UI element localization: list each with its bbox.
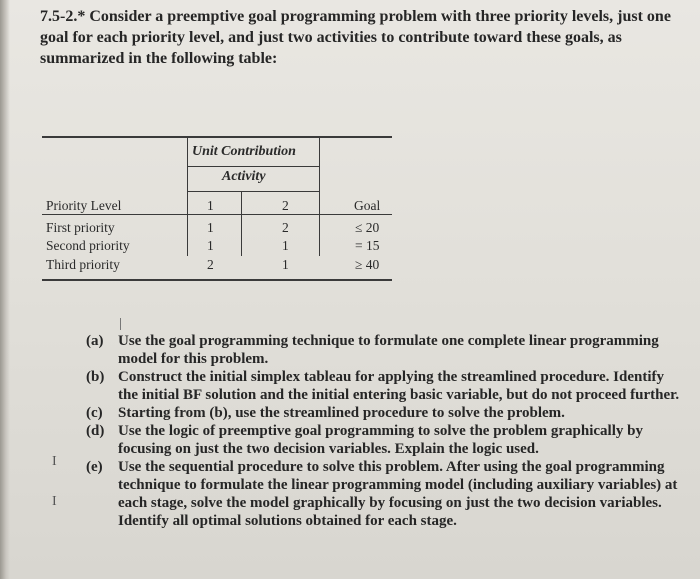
- row-label: Third priority: [46, 257, 120, 272]
- row-label: First priority: [46, 220, 115, 235]
- table-vline-left: [187, 138, 188, 256]
- question-parts: [86, 332, 686, 530]
- table-top-rule: [42, 136, 392, 138]
- activity-col-1: 1: [207, 198, 214, 213]
- table-bottom-rule: [42, 279, 392, 281]
- margin-mark: I: [52, 494, 57, 509]
- question-part-d: [86, 422, 686, 458]
- part-text: Use the sequential procedure to solve this problem. After using the goal programming technique to formulate the linear programming model (including auxiliary variables) at each stage, solve the model graphically by focusing on just the two decision variables. Identify all optimal solutions obtained for each stage.: [118, 459, 678, 529]
- row-goal: ≤ 20: [355, 220, 380, 235]
- page-edge-shadow: [0, 0, 10, 579]
- question-part-b: [86, 368, 686, 404]
- row-value: 1: [282, 257, 289, 272]
- part-label: (b): [86, 369, 105, 385]
- part-text: Use the goal programming technique to formulate one complete linear programming model for this problem.: [118, 333, 659, 367]
- problem-statement: [40, 6, 680, 69]
- activity-header: Activity: [222, 169, 266, 184]
- priority-table: [42, 136, 392, 286]
- table-rule-1: [187, 166, 320, 167]
- table-rule-2: [187, 191, 320, 192]
- table-rule-3: [42, 214, 392, 215]
- part-label: (d): [86, 423, 105, 439]
- question-part-a: [86, 332, 686, 368]
- part-label: (e): [86, 459, 103, 475]
- priority-level-header: Priority Level: [46, 198, 122, 213]
- table-vline-mid: [241, 192, 242, 256]
- margin-mark: I: [52, 454, 57, 469]
- pen-mark: [120, 318, 121, 330]
- row-value: 1: [207, 238, 214, 253]
- problem-number: 7.5-2.*: [40, 8, 86, 25]
- question-part-c: [86, 404, 686, 422]
- row-value: 2: [282, 220, 289, 235]
- part-label: (a): [86, 333, 104, 349]
- question-part-e: [86, 458, 686, 530]
- row-value: 1: [282, 238, 289, 253]
- row-goal: = 15: [355, 238, 380, 253]
- goal-header: Goal: [354, 198, 381, 213]
- part-text: Use the logic of preemptive goal programming to solve the problem graphically by focusing on just the two decision variables. Explain the logic used.: [118, 423, 643, 457]
- row-label: Second priority: [46, 238, 130, 253]
- part-label: (c): [86, 405, 103, 421]
- unit-contribution-header: Unit Contribution: [192, 144, 296, 159]
- problem-text: Consider a preemptive goal programming problem with three priority levels, just one goal for each priority level, and just two activities to contribute toward these goals, as summarized in the following table:: [40, 8, 671, 67]
- table-vline-right: [319, 138, 320, 256]
- part-text: Construct the initial simplex tableau for applying the streamlined procedure. Identify the initial BF solution and the initial entering basic variable, but do not proceed further.: [118, 369, 680, 403]
- row-goal: ≥ 40: [355, 257, 380, 272]
- activity-col-2: 2: [282, 198, 289, 213]
- part-text: Starting from (b), use the streamlined procedure to solve the problem.: [118, 405, 565, 421]
- row-value: 1: [207, 220, 214, 235]
- row-value: 2: [207, 257, 214, 272]
